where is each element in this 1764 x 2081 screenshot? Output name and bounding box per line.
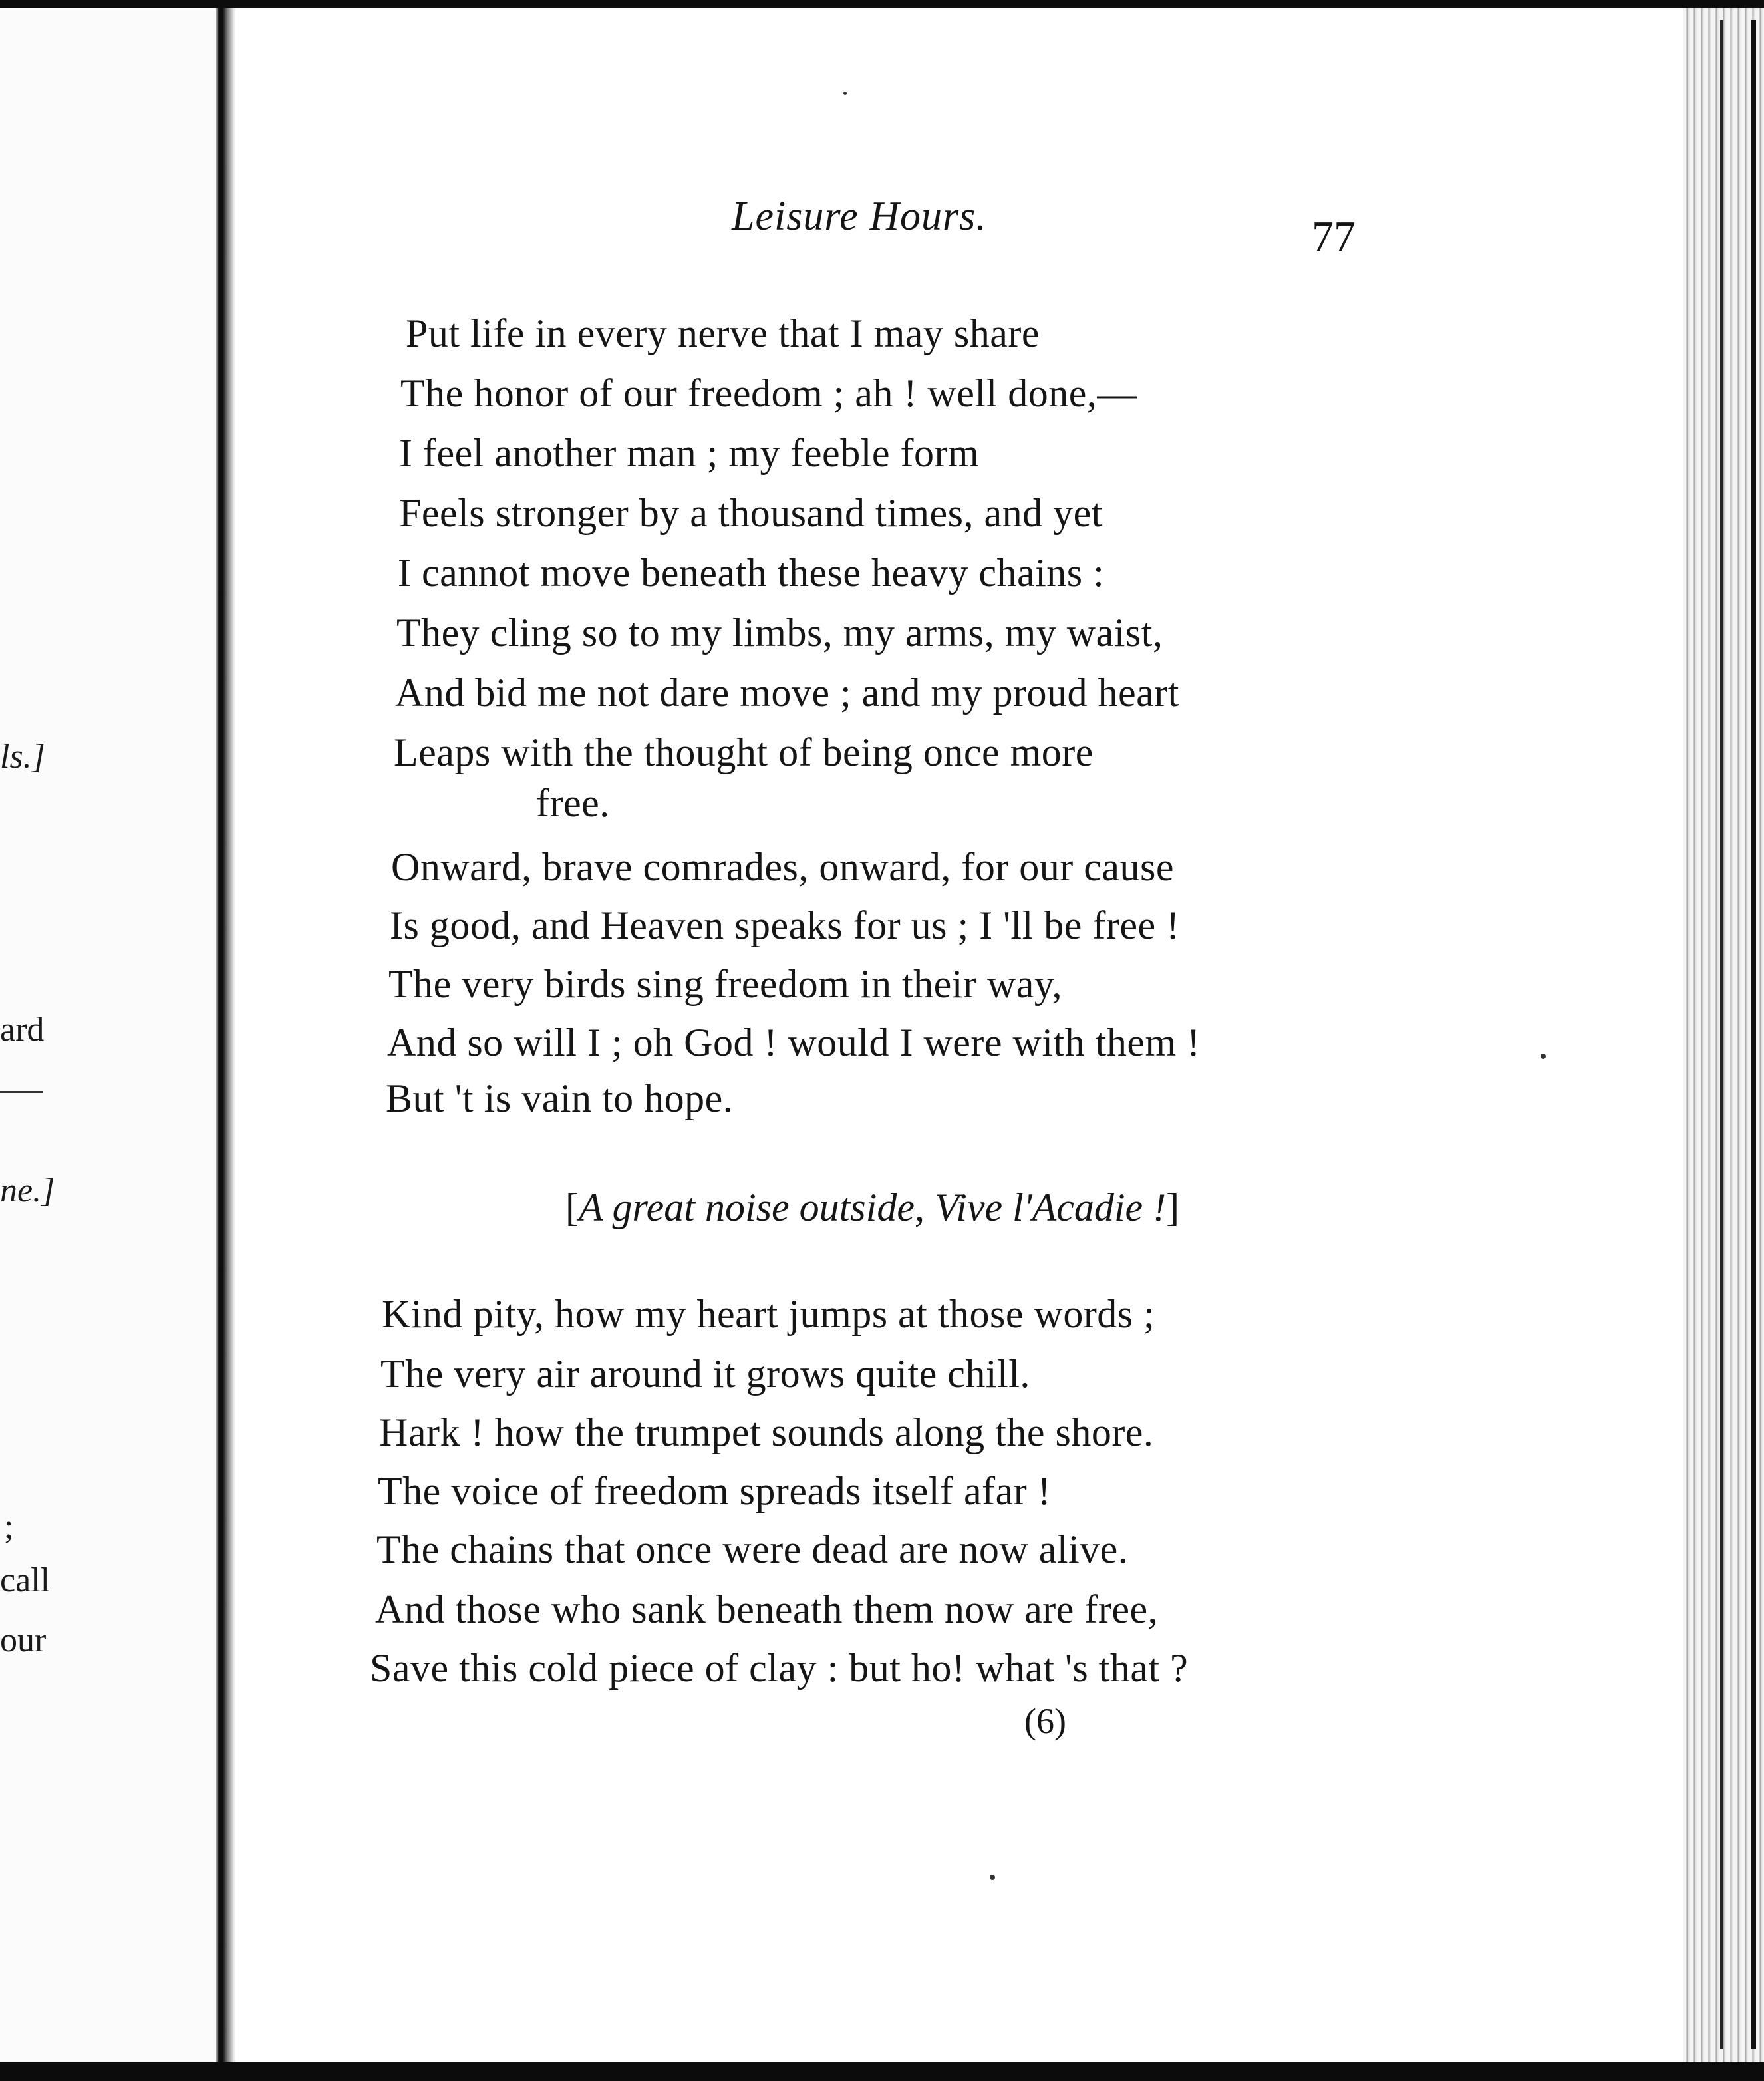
verse-line: I feel another man ; my feeble form <box>399 431 980 475</box>
scan-speck <box>843 92 847 95</box>
facing-fragment: ; <box>4 1508 14 1546</box>
verse-line: Kind pity, how my heart jumps at those words ; <box>382 1292 1155 1336</box>
verse-line: I cannot move beneath these heavy chains : <box>398 551 1105 595</box>
verse-line: They cling so to my limbs, my arms, my waist, <box>396 611 1163 655</box>
page-edge-line <box>1720 20 1723 2049</box>
verse-line: And bid me not dare move ; and my proud heart <box>395 671 1179 715</box>
verse-line: Save this cold piece of clay : but ho! what 's that ? <box>370 1646 1189 1690</box>
verse-line: The very air around it grows quite chill. <box>380 1352 1030 1396</box>
signature-mark: (6) <box>1024 1701 1066 1741</box>
verse-line: The honor of our freedom ; ah ! well done,— <box>400 371 1137 415</box>
scan-speck <box>990 1875 995 1880</box>
verse-line: And so will I ; oh God ! would I were with them ! <box>387 1021 1201 1064</box>
stage-direction-text: A great noise outside, Vive l'Acadie ! <box>578 1186 1167 1229</box>
verse-line: Feels stronger by a thousand times, and yet <box>399 491 1103 535</box>
verse-line: Hark ! how the trumpet sounds along the shore. <box>379 1410 1154 1454</box>
facing-fragment: call <box>0 1561 51 1599</box>
facing-fragment: ne.] <box>0 1172 55 1209</box>
facing-rule <box>0 1091 43 1093</box>
book-gutter <box>216 8 235 2062</box>
verse-line: Is good, and Heaven speaks for us ; I 'll be free ! <box>390 903 1180 947</box>
verse-line: Onward, brave comrades, onward, for our cause <box>391 845 1175 889</box>
stage-direction <box>565 1184 1179 1231</box>
page-edge-line <box>1751 20 1756 2049</box>
scan-bottom-border <box>0 2062 1764 2081</box>
scan-speck <box>1541 1054 1546 1059</box>
page-number: 77 <box>1312 212 1356 261</box>
scan-top-border <box>0 0 1764 8</box>
verse-line: Put life in every nerve that I may share <box>406 311 1040 355</box>
verse-line: The chains that once were dead are now alive. <box>376 1527 1129 1571</box>
verse-line: Leaps with the thought of being once more <box>394 730 1094 774</box>
verse-line: But 't is vain to hope. <box>386 1076 734 1120</box>
running-title: Leisure Hours. <box>732 194 987 239</box>
facing-fragment: ard <box>0 1011 45 1048</box>
facing-fragment: ls.] <box>0 738 45 776</box>
stage-direction-close-bracket: ] <box>1166 1186 1180 1229</box>
stage-direction-open-bracket: [ <box>565 1186 579 1229</box>
verse-line: And those who sank beneath them now are free, <box>375 1587 1159 1631</box>
verse-line-continuation: free. <box>536 781 610 825</box>
facing-fragment: our <box>0 1621 47 1659</box>
verse-line: The very birds sing freedom in their way, <box>388 962 1062 1006</box>
verse-line: The voice of freedom spreads itself afar ! <box>378 1469 1052 1513</box>
